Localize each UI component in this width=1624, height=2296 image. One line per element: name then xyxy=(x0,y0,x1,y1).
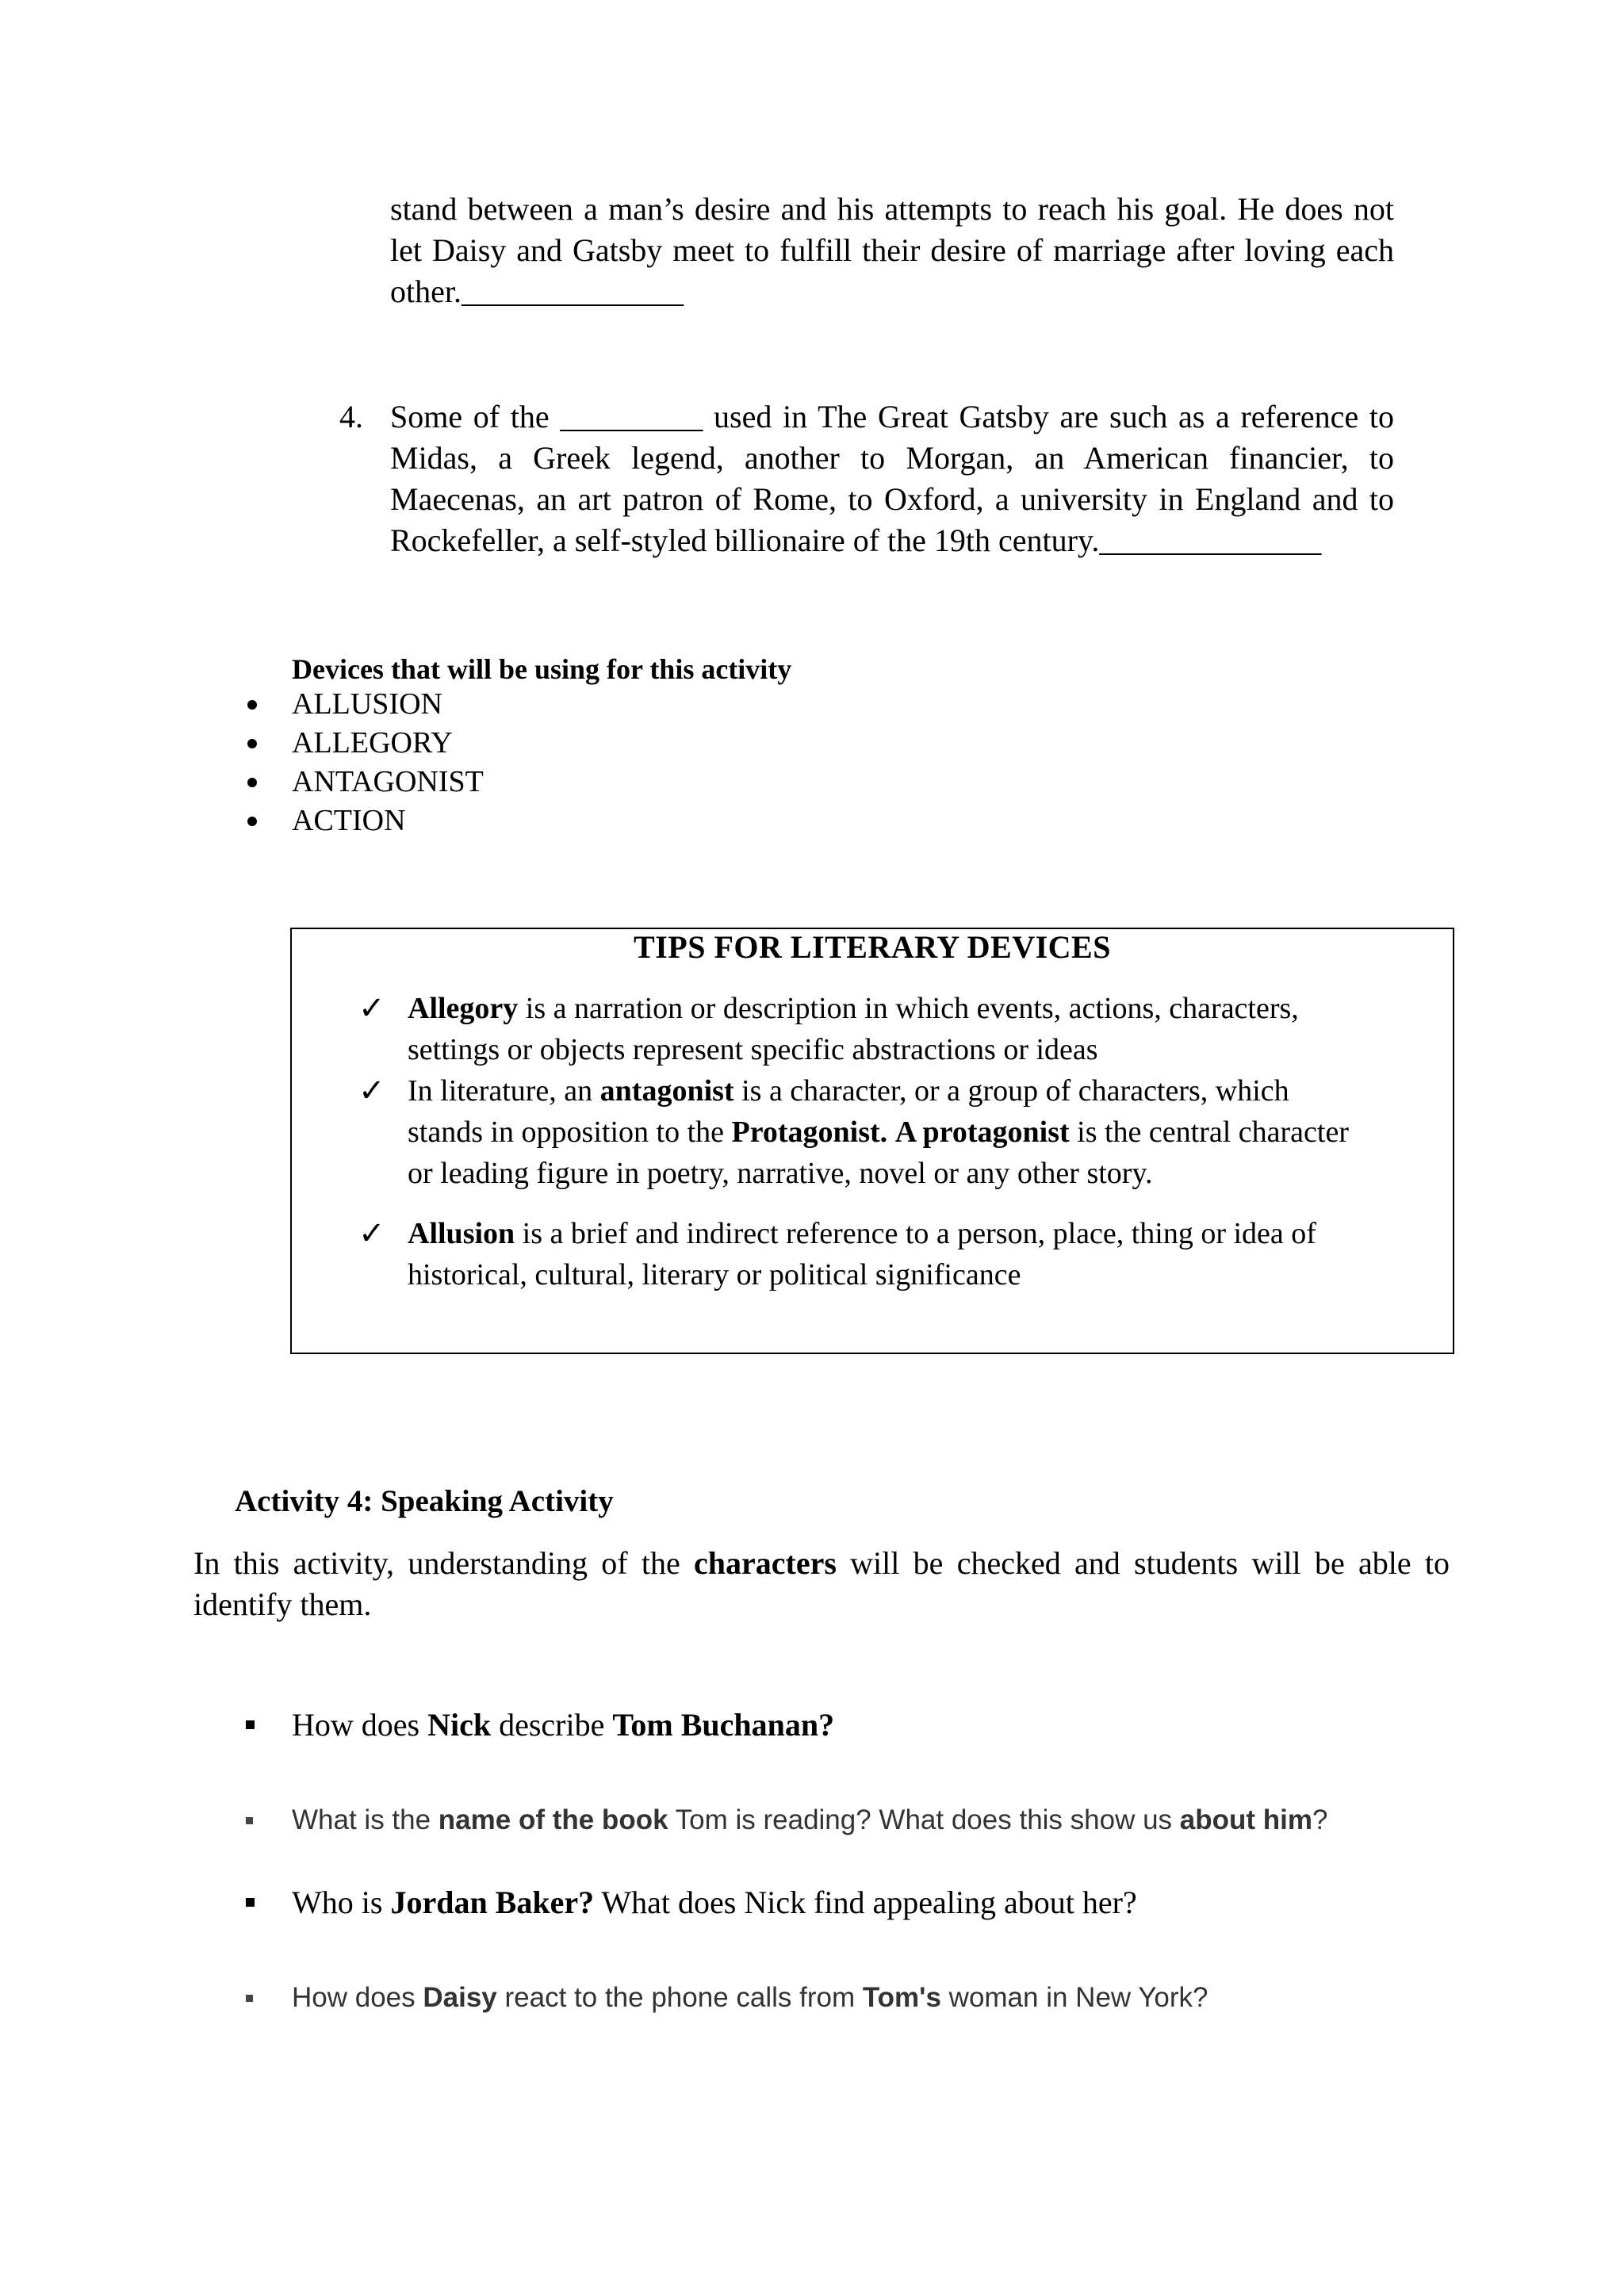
square-bullet-icon xyxy=(246,1898,255,1907)
tip-antagonist-line-3: or leading figure in poetry, narrative, novel or any other story. xyxy=(408,1157,1153,1190)
question-bold: name of the book xyxy=(438,1804,668,1835)
tip-allusion xyxy=(408,1213,1431,1295)
tip-text: is a brief and indirect reference to a person, place, thing or idea of xyxy=(515,1217,1316,1250)
question-4-paragraph xyxy=(390,396,1394,561)
activity-text: In this activity, understanding of the xyxy=(193,1545,694,1581)
question-4-line-2: Midas, a Greek legend, another to Morgan, an American financier, to xyxy=(390,440,1394,476)
term-protagonist: Protagonist. xyxy=(731,1115,888,1149)
question-item xyxy=(292,1801,1327,1839)
activity-description-line-1 xyxy=(193,1543,1450,1584)
term-antagonist: antagonist xyxy=(599,1074,734,1108)
checkmark-icon: ✓ xyxy=(358,990,385,1026)
term-allusion: Allusion xyxy=(408,1217,515,1250)
question-item xyxy=(292,1882,1137,1923)
question-4-line-1: Some of the _________ used in The Great Gatsby are such as a reference to xyxy=(390,399,1394,434)
activity-title: Activity 4: Speaking Activity xyxy=(235,1484,614,1518)
tip-text xyxy=(887,1115,895,1149)
bullet-icon xyxy=(247,817,257,826)
device-label: ALLUSION xyxy=(292,687,442,721)
question-bold: about him xyxy=(1179,1804,1312,1835)
tip-antagonist-line-2 xyxy=(408,1112,1431,1153)
question-bold: Nick xyxy=(427,1707,492,1743)
term-characters: characters xyxy=(693,1545,837,1581)
question-text: How does xyxy=(292,1707,428,1743)
question-text: react to the phone calls from xyxy=(496,1982,863,2013)
tip-text: is a narration or description in which events, actions, characters, xyxy=(518,992,1299,1025)
tips-title: TIPS FOR LITERARY DEVICES xyxy=(634,929,1111,965)
devices-list-item xyxy=(238,685,484,724)
question-4-line-4: Rockefeller, a self-styled billionaire of the 19th century.______________ xyxy=(390,522,1322,558)
checkmark-icon: ✓ xyxy=(358,1073,385,1108)
square-bullet-icon xyxy=(246,1720,255,1729)
tip-allegory xyxy=(408,988,1431,1070)
question-text: ? xyxy=(1312,1804,1328,1835)
question-4-line-3: Maecenas, an art patron of Rome, to Oxford, a university in England and to xyxy=(390,481,1394,517)
continuation-line-1: stand between a man’s desire and his attempts to reach his goal. He does not xyxy=(390,191,1394,227)
tip-antagonist xyxy=(408,1070,1431,1194)
question-number: 4. xyxy=(339,399,363,434)
tip-allusion-line-1 xyxy=(408,1213,1431,1254)
question-text: woman in New York? xyxy=(940,1982,1208,2013)
term-a-protagonist: A protagonist xyxy=(894,1115,1070,1149)
question-bold: Tom's xyxy=(862,1982,941,2013)
square-bullet-icon xyxy=(246,1817,253,1824)
devices-list-item xyxy=(238,724,484,763)
bullet-icon xyxy=(247,700,257,710)
device-label: ALLEGORY xyxy=(292,726,453,760)
tip-antagonist-line-1 xyxy=(408,1070,1431,1112)
question-bold: Tom Buchanan? xyxy=(612,1707,835,1743)
devices-list-item xyxy=(238,802,484,840)
activity-text: will be checked and students will be able to xyxy=(836,1545,1450,1581)
tip-allegory-line-1 xyxy=(408,988,1431,1029)
question-text: Who is xyxy=(292,1885,391,1920)
devices-list-item xyxy=(238,763,484,802)
device-label: ACTION xyxy=(292,804,406,837)
checkmark-icon: ✓ xyxy=(358,1215,385,1251)
activity-description-line-2: identify them. xyxy=(193,1586,372,1622)
continuation-line-3: other.______________ xyxy=(390,274,684,309)
question-item xyxy=(292,1705,834,1746)
term-allegory: Allegory xyxy=(408,992,519,1025)
question-bold: Jordan Baker? xyxy=(390,1885,595,1920)
tip-allusion-line-2: historical, cultural, literary or political significance xyxy=(408,1258,1021,1292)
square-bullet-icon xyxy=(246,1995,253,2002)
bullet-icon xyxy=(247,739,257,748)
bullet-icon xyxy=(247,778,257,787)
question-text: Tom is reading? What does this show us xyxy=(668,1804,1180,1835)
continuation-paragraph xyxy=(390,189,1394,312)
tip-text: stands in opposition to the xyxy=(408,1115,732,1149)
continuation-line-2: let Daisy and Gatsby meet to fulfill their desire of marriage after loving each xyxy=(390,232,1394,268)
tip-text: In literature, an xyxy=(408,1074,600,1108)
tip-allegory-line-2: settings or objects represent specific abstractions or ideas xyxy=(408,1033,1098,1066)
question-bold: Daisy xyxy=(423,1982,497,2013)
activity-description xyxy=(193,1543,1450,1625)
question-text: How does xyxy=(292,1982,423,2013)
devices-heading: Devices that will be using for this activity xyxy=(292,653,792,685)
device-label: ANTAGONIST xyxy=(292,765,484,798)
question-text: What does Nick find appealing about her? xyxy=(594,1885,1137,1920)
tip-text: is the central character xyxy=(1069,1115,1349,1149)
tip-text: is a character, or a group of characters, which xyxy=(733,1074,1289,1108)
question-text: What is the xyxy=(292,1804,439,1835)
question-item xyxy=(292,1979,1208,2017)
devices-list xyxy=(238,685,484,840)
question-text: describe xyxy=(491,1707,613,1743)
